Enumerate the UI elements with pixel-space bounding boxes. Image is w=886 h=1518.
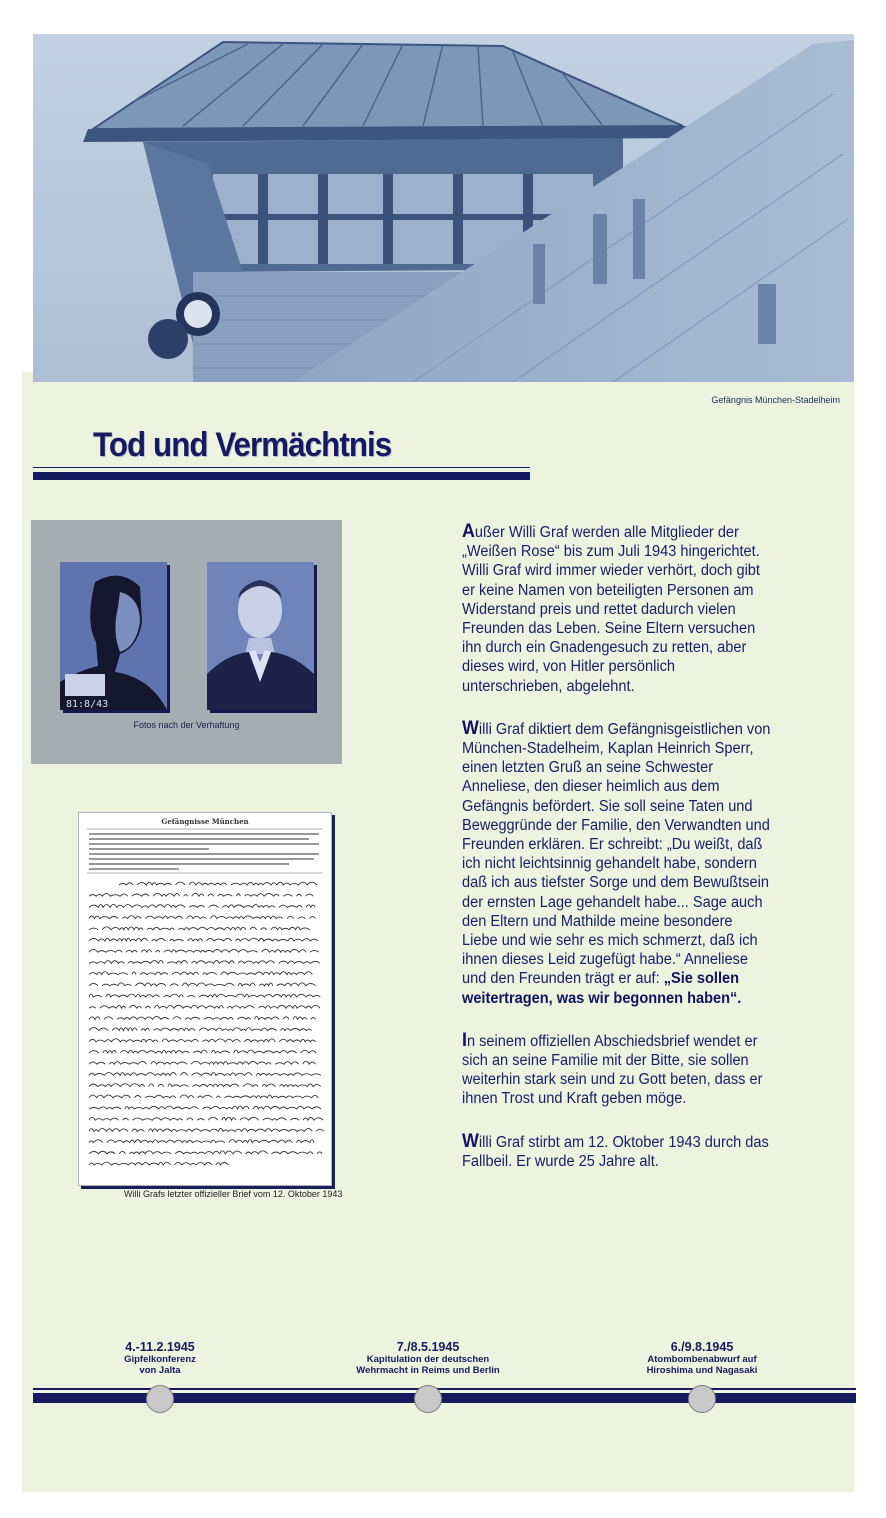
handwriting-line (89, 1140, 314, 1143)
highlight-quote: „Sie sollen weitertragen, was wir begonnen haben“. (462, 970, 742, 1007)
dropcap: W (462, 717, 479, 739)
handwriting-line (89, 927, 310, 930)
handwriting-line (89, 938, 318, 941)
timeline-event (602, 1340, 802, 1376)
event-label: Hiroshima und Nagasaki (646, 1365, 758, 1376)
letter-caption: Willi Grafs letzter offizieller Brief vom 12. Oktober 1943 (124, 1189, 343, 1199)
dropcap: I (462, 1029, 467, 1051)
timeline-dot (146, 1385, 174, 1413)
handwriting-line (89, 893, 313, 896)
photos-caption: Fotos nach der Verhaftung (133, 720, 240, 730)
event-label: Kapitulation der deutschen (366, 1354, 490, 1365)
page-title: Tod und Vermächtnis (93, 426, 392, 464)
handwriting-line (89, 1028, 312, 1031)
timeline-event (60, 1340, 260, 1376)
paragraph-1 (462, 522, 772, 696)
handwriting-line (89, 960, 320, 963)
event-label: Wehrmacht in Reims und Berlin (356, 1365, 500, 1376)
dropcap: W (462, 1130, 479, 1152)
event-label: Atombombenabwurf auf (647, 1354, 757, 1365)
handwriting-line (89, 949, 323, 952)
handwriting-line (89, 1128, 324, 1131)
photo-caption: Gefängnis München-Stadelheim (711, 395, 840, 405)
handwriting-line (89, 1095, 318, 1098)
handwriting-line (89, 1016, 316, 1019)
event-date: 7./8.5.1945 (396, 1340, 460, 1354)
title-rule (33, 467, 530, 468)
event-label: von Jalta (139, 1365, 181, 1376)
handwriting-line (89, 1106, 321, 1109)
handwriting-line (89, 1073, 321, 1076)
paragraph-2 (462, 719, 772, 1008)
paragraph-4 (462, 1132, 772, 1171)
handwriting-line (89, 1061, 316, 1064)
handwriting-line (89, 983, 316, 986)
handwriting-line (89, 1084, 321, 1087)
event-date: 4.-11.2.1945 (125, 1340, 195, 1354)
handwriting-line (89, 972, 316, 975)
timeline-dot (688, 1385, 716, 1413)
handwriting-line (89, 994, 320, 997)
arrest-photos-box (31, 520, 342, 764)
paragraph-text: n seinem offiziellen Abschiedsbrief wendet er sich an seine Familie mit der Bitte, sie sollen weiterhin stark sein und zu Gott beten, dass er ihnen Trost und Kraft geben möge. (462, 1032, 763, 1108)
handwriting-line (89, 1117, 323, 1120)
handwriting-line (89, 916, 315, 919)
paragraph-text: illi Graf diktiert dem Gefängnisgeistlichen von München-Stadelheim, Kaplan Heinrich Sperr, einen letzten Gruß an seine Schwester Anneliese, den dieser heimlich aus dem Gefängnis befördert. Sie soll seine Taten und Beweggründe der Familie, den Verwandten und Freunden erklären. Er schreibt: „Du weißt, daß ich nicht leichtsinnig gehandelt habe, sondern daß ich aus tiefster Sorge und dem Bewußtsein der ernsten Lage gehandelt habe... Sage auch den Eltern und Mathilde meine besondere Liebe und wie sehr es mich schmerzt, daß ich ihnen dieses Leid zugefügt habe.“ Anneliese und den Freunden trägt er auf: (462, 720, 771, 988)
handwritten-letter (78, 812, 332, 1186)
handwriting-line (89, 1050, 316, 1053)
mugshot-profile (60, 562, 167, 710)
paragraph-text: illi Graf stirbt am 12. Oktober 1943 durch das Fallbeil. Er wurde 25 Jahre alt. (462, 1133, 769, 1170)
mugshot-front (207, 562, 314, 710)
handwriting-line (89, 1162, 232, 1165)
handwriting-line (89, 1005, 324, 1008)
handwriting-line (89, 1151, 326, 1154)
main-text (462, 522, 772, 1194)
handwriting-line (89, 904, 315, 907)
paragraph-text: ußer Willi Graf werden alle Mitglieder der „Weißen Rose“ bis zum Juli 1943 hingerichtet. Willi Graf wird immer wieder verhört, doch gibt er keine Namen von beteiligten Personen am Widerstand preis und rettet dadurch vielen Freunden das Leben. Seine Eltern versuchen ihn durch ein Gnadengesuch zu retten, aber dieses wird, von Hitler persönlich unterschrieben, abgelehnt. (462, 524, 760, 695)
handwriting-line (119, 882, 317, 885)
title-rule-thick (33, 472, 530, 480)
dropcap: A (462, 521, 475, 542)
timeline-event (328, 1340, 528, 1376)
prison-watchtower-photo (33, 34, 854, 382)
handwriting-line (89, 1039, 316, 1042)
letter-header: Gefängnisse München (161, 817, 249, 826)
event-date: 6./9.8.1945 (670, 1340, 734, 1354)
event-label: Gipfelkonferenz (124, 1354, 196, 1365)
paragraph-3 (462, 1031, 772, 1109)
timeline-dot (414, 1385, 442, 1413)
mugshot-number: 81:8/43 (66, 699, 109, 710)
